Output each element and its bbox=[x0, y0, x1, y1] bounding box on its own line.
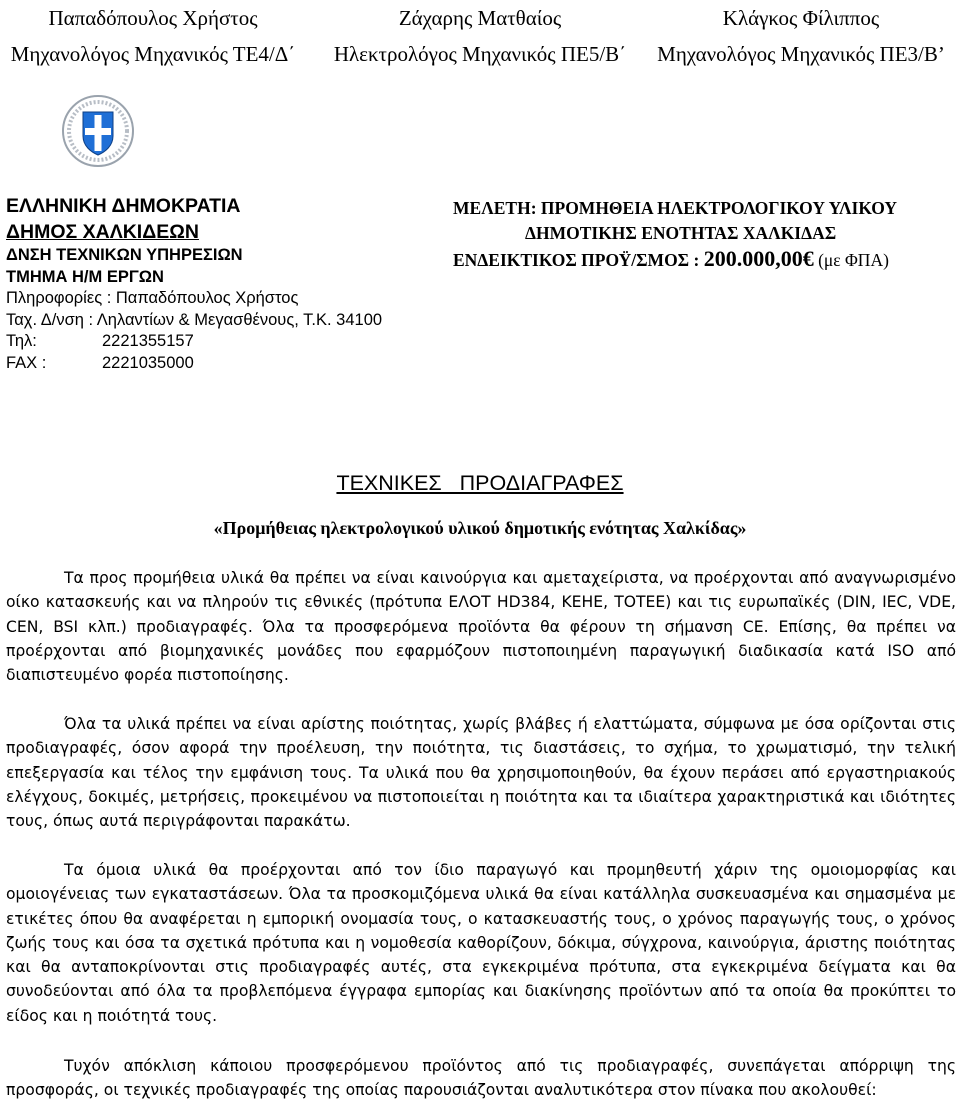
issuer-directorate: ΔΝΣΗ ΤΕΧΝΙΚΩΝ ΥΠΗΡΕΣΙΩΝ bbox=[6, 246, 243, 264]
study-line-1: ΜΕΛΕΤΗ: ΠΡΟΜΗΘΕΙΑ ΗΛΕΚΤΡΟΛΟΓΙΚΟΥ ΥΛΙΚΟΥ bbox=[453, 198, 897, 218]
signatory-title: Μηχανολόγος Μηχανικός ΠΕ3/Β’ bbox=[657, 42, 945, 66]
signatory-title: Ηλεκτρολόγος Μηχανικός ΠΕ5/Β΄ bbox=[333, 42, 627, 66]
paragraph-1-text: Τα προς προμήθεια υλικά θα πρέπει να είναι καινούργια και αμεταχείριστα, να προέρχονται από αναγνωρισμένο οίκο κατασκευής και να πληρούν τις εθνικές (πρότυπα ΕΛΟΤ HD384, ΚΕΗΕ, ΤΟΤΕΕ) και τις ευρωπαϊκές (DIN, IEC, VDE, CEN, BSI κλπ.) προδιαγραφές. Όλα τα προσφερόμενα προϊόντα θα φέρουν τη σήμανση CE. Επίσης, θα πρέπει να προέρχονται από βιομηχανικές μονάδες που εφαρμόζουν πιστοποιημένη παραγωγική διαδικασία κατά ISO από διαπιστευμένο φορέα πιστοποίησης. bbox=[6, 569, 956, 685]
issuer-country: ΕΛΛΗΝΙΚΗ ΔΗΜΟΚΡΑΤΙΑ bbox=[6, 195, 241, 217]
issuer-municipality: ΔΗΜΟΣ ΧΑΛΚΙΔΕΩΝ bbox=[6, 221, 199, 243]
issuer-fax-row bbox=[6, 353, 382, 375]
budget-row bbox=[453, 246, 958, 273]
paragraph-1 bbox=[6, 566, 956, 687]
phone-label: Τηλ: bbox=[6, 332, 37, 350]
paragraph-4-text: Τυχόν απόκλιση κάποιου προσφερόμενου προϊόντος από τις προδιαγραφές, συνεπάγεται απόρριψη της προσφοράς, οι τεχνικές προδιαγραφές της οποίας παρουσιάζονται αναλυτικότερα στον πίνακα που ακολουθεί: bbox=[6, 1057, 956, 1100]
issuer-info: Πληροφορίες : Παπαδόπουλος Χρήστος bbox=[6, 289, 299, 307]
signatory-name: Παπαδόπουλος Χρήστος bbox=[48, 6, 258, 30]
fax-value: 2221035000 bbox=[102, 353, 194, 372]
budget-label: ΕΝΔΕΙΚΤΙΚΟΣ ΠΡΟΫ/ΣΜΟΣ : bbox=[453, 250, 700, 270]
greek-coat-of-arms-icon bbox=[61, 94, 135, 168]
issuer-phone-row bbox=[6, 331, 382, 353]
issuer-department: ΤΜΗΜΑ Η/Μ ΕΡΓΩΝ bbox=[6, 267, 164, 286]
signatory-3 bbox=[636, 0, 960, 72]
paragraph-3-text: Τα όμοια υλικά θα προέρχονται από τον ίδιο παραγωγό και προμηθευτή χάριν της ομοιομορφίας και ομοιογένειας των εγκαταστάσεων. Όλα τα προσκομιζόμενα υλικά θα είναι κατάλληλα συσκευασμένα και σημασμένα με ετικέτες όπου θα αναφέρεται η εμπορική ονομασία τους, ο κατασκευαστής τους, ο χρόνος παραγωγής τους, ο χρόνος ζωής τους και όσα τα σχετικά πρότυπα και η νομοθεσία καθορίζουν, δόκιμα, σύγχρονα, καινούργια, άριστης ποιότητας και θα ανταποκρίνονται στις προδιαγραφές αυτές, στα εγκεκριμένα πρότυπα, στα εγκεκριμένα δείγματα και θα συνοδεύονται από όλα τα προβλεπόμενα έγγραφα εμπορίας και διακίνησης προϊόντων από τα οποία θα προκύπτει το είδος και η ποιότητά τους. bbox=[6, 861, 956, 1025]
issuer-block bbox=[6, 193, 382, 374]
study-line-2: ΔΗΜΟΤΙΚΗΣ ΕΝΟΤΗΤΑΣ ΧΑΛΚΙΔΑΣ bbox=[525, 223, 837, 243]
budget-note: (με ΦΠΑ) bbox=[818, 250, 889, 270]
page-title-text: ΤΕΧΝΙΚΕΣ ΠΡΟΔΙΑΓΡΑΦΕΣ bbox=[336, 471, 624, 495]
paragraph-3 bbox=[6, 858, 956, 1028]
signatory-1 bbox=[0, 0, 318, 72]
signatory-title: Μηχανολόγος Μηχανικός ΤΕ4/Δ΄ bbox=[10, 42, 296, 66]
signatory-name: Ζάχαρης Ματθαίος bbox=[398, 6, 562, 30]
paragraph-4 bbox=[6, 1054, 956, 1103]
page-subtitle: «Προμήθειας ηλεκτρολογικού υλικού δημοτικής ενότητας Χαλκίδας» bbox=[213, 518, 747, 538]
paragraph-2 bbox=[6, 712, 956, 833]
budget-amount: 200.000,00€ bbox=[703, 246, 814, 271]
page-title bbox=[0, 471, 960, 496]
phone-value: 2221355157 bbox=[102, 332, 194, 350]
fax-label: FAX : bbox=[6, 353, 47, 372]
study-block bbox=[453, 196, 958, 273]
paragraph-2-text: Όλα τα υλικά πρέπει να είναι αρίστης ποιότητας, χωρίς βλάβες ή ελαττώματα, σύμφωνα με όσα ορίζονται στις προδιαγραφές, όσον αφορά την προέλευση, την ποιότητα, τις διαστάσεις, το σχήμα, το χρωματισμό, την τελική επεξεργασία και τέλος την εμφάνιση τους. Τα υλικά που θα χρησιμοποιηθούν, θα έχουν περάσει από εργαστηριακούς ελέγχους, δοκιμές, μετρήσεις, προκειμένου να πιστοποιείται η ποιότητα και τα ιδιαίτερα χαρακτηριστικά και ιδιότητες τους, όπως αυτά περιγράφονται παρακάτω. bbox=[6, 715, 956, 831]
signatory-name: Κλάγκος Φίλιππος bbox=[722, 6, 880, 30]
issuer-address: Ταχ. Δ/νση : Ληλαντίων & Μεγασθένους, Τ.Κ. 34100 bbox=[6, 310, 383, 329]
signatory-2 bbox=[315, 0, 645, 72]
